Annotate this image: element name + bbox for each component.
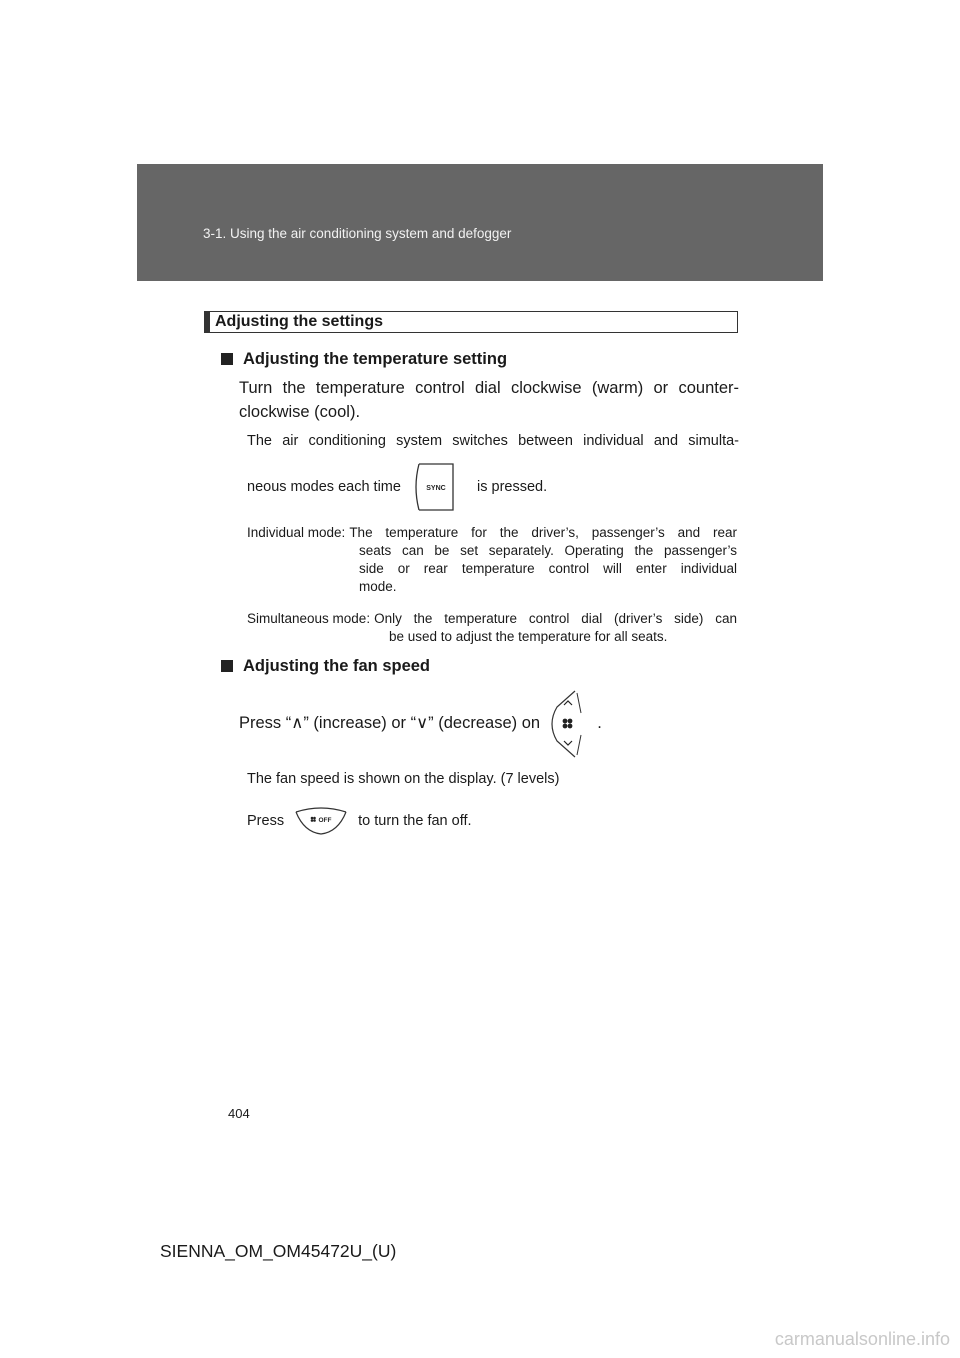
fan-heading: Adjusting the fan speed — [221, 657, 430, 676]
fan-off-line — [247, 802, 472, 840]
fan-display-note: The fan speed is shown on the display. (7 levels) — [247, 771, 560, 787]
section-title — [204, 311, 738, 333]
fan-speed-switch-icon — [547, 689, 591, 759]
sync-button-icon — [409, 462, 469, 512]
individual-l3: side or rear temperature control will enter individual — [359, 561, 737, 576]
bullet-square-icon — [221, 660, 233, 672]
simultaneous-mode — [247, 610, 737, 646]
individual-l2: seats can be set separately. Operating the passenger’s — [359, 543, 737, 558]
header-band — [137, 164, 823, 281]
fan-press-line — [239, 688, 602, 759]
individual-label: Individual mode: — [247, 525, 346, 540]
page-number: 404 — [228, 1106, 250, 1121]
watermark: carmanualsonline.info — [774, 1329, 950, 1349]
fan-off-label: OFF — [318, 817, 332, 825]
document-id: SIENNA_OM_OM45472U_(U) — [160, 1241, 397, 1261]
temp-heading: Adjusting the temperature setting — [221, 350, 507, 369]
individual-l1: The temperature for the driver’s, passenger’s and rear — [349, 525, 737, 540]
sync-button-label: SYNC — [426, 485, 446, 492]
simul-l2: be used to adjust the temperature for all seats. — [389, 629, 668, 644]
individual-l4: mode. — [359, 579, 397, 594]
individual-mode — [247, 524, 737, 596]
sync-pre: neous modes each time — [247, 478, 401, 495]
section-header: 3-1. Using the air conditioning system and defogger — [203, 226, 512, 241]
title-bar — [205, 312, 210, 332]
sync-line-1: The air conditioning system switches between individual and simulta- — [247, 433, 739, 449]
simul-label: Simultaneous mode: — [247, 611, 371, 626]
fan-off-post: to turn the fan off. — [358, 813, 472, 829]
fan-off-button-icon — [294, 806, 348, 836]
fan-off-pre: Press — [247, 813, 285, 829]
sync-line-2 — [247, 462, 547, 512]
temp-text — [239, 376, 739, 424]
fan-press-end: . — [597, 714, 602, 732]
sync-post: is pressed. — [477, 478, 548, 495]
section-title-text: Adjusting the settings — [215, 313, 383, 330]
temp-line-2: clockwise (cool). — [239, 403, 361, 421]
fan-press-text: Press “∧” (increase) or “∨” (decrease) on — [239, 714, 541, 732]
bullet-square-icon — [221, 353, 233, 365]
simul-l1: Only the temperature control dial (driver’s side) can — [374, 611, 737, 626]
temp-line-1: Turn the temperature control dial clockwise (warm) or counter- — [239, 379, 739, 397]
